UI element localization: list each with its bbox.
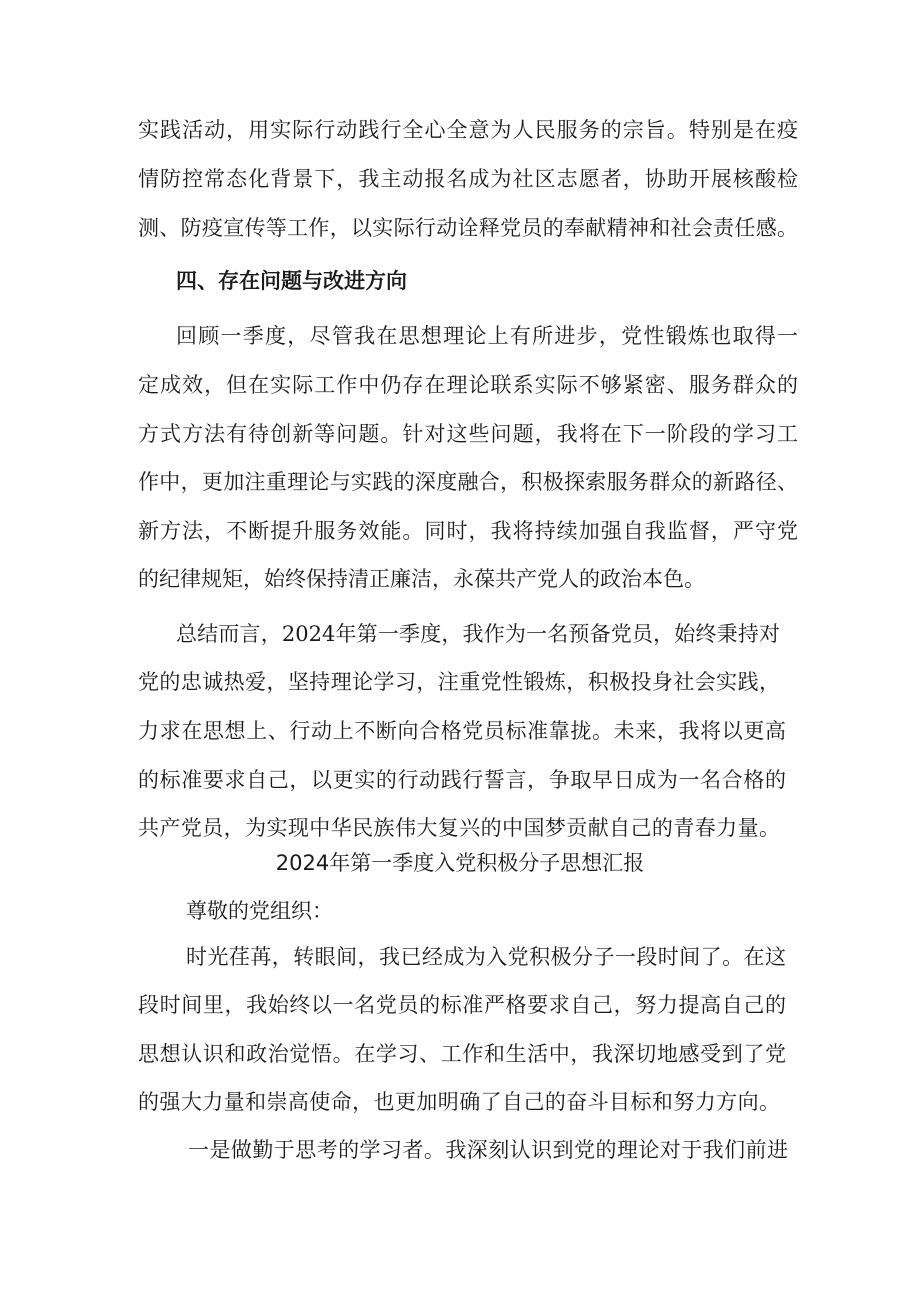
paragraph-line: 力求在思想上、行动上不断向合格党员标准靠拢。未来，我将以更高 [138,719,786,743]
paragraph-line: 实践活动，用实际行动践行全心全意为人民服务的宗旨。特别是在疫 [138,118,798,142]
paragraph-line: 作中，更加注重理论与实践的深度融合，积极探索服务群众的新路径、 [138,470,798,494]
salutation: 尊敬的党组织： [186,899,333,923]
paragraph-line: 新方法，不断提升服务效能。同时，我将持续加强自我监督，严守党 [138,519,798,543]
paragraph-line: 思想认识和政治觉悟。在学习、工作和生活中，我深切地感受到了党 [138,1042,786,1066]
paragraph-line: 时光荏苒，转眼间，我已经成为入党积极分子一段时间了。在这 [186,945,786,969]
paragraph-line: 党的忠诚热爱，坚持理论学习，注重党性锻炼，积极投身社会实践， [138,670,780,694]
paragraph-line: 共产党员，为实现中华民族伟大复兴的中国梦贡献自己的青春力量。 [138,816,780,840]
paragraph-line: 段时间里，我始终以一名党员的标准严格要求自己，努力提高自己的 [138,993,786,1017]
paragraph-line: 情防控常态化背景下，我主动报名成为社区志愿者，协助开展核酸检 [138,167,798,191]
paragraph-line: 总结而言，2024年第一季度，我作为一名预备党员，始终秉持对 [176,622,780,646]
paragraph-line: 回顾一季度，尽管我在思想理论上有所进步，党性锻炼也取得一 [176,324,798,348]
paragraph-line: 一是做勤于思考的学习者。我深刻认识到党的理论对于我们前进 [188,1138,788,1162]
paragraph-line: 方式方法有待创新等问题。针对这些问题，我将在下一阶段的学习工 [138,422,798,446]
paragraph-line: 的强大力量和崇高使命，也更加明确了自己的奋斗目标和努力方向。 [138,1090,780,1114]
paragraph-line: 测、防疫宣传等工作，以实际行动诠释党员的奉献精神和社会责任感。 [138,216,798,240]
paragraph-line: 的纪律规矩，始终保持清正廉洁，永葆共产党人的政治本色。 [138,567,705,591]
document-title: 2024年第一季度入党积极分子思想汇报 [275,851,645,875]
paragraph-line: 定成效，但在实际工作中仍存在理论联系实际不够紧密、服务群众的 [138,373,798,397]
paragraph-line: 的标准要求自己，以更实的行动践行誓言，争取早日成为一名合格的 [138,768,786,792]
section-heading: 四、存在问题与改进方向 [176,269,407,293]
